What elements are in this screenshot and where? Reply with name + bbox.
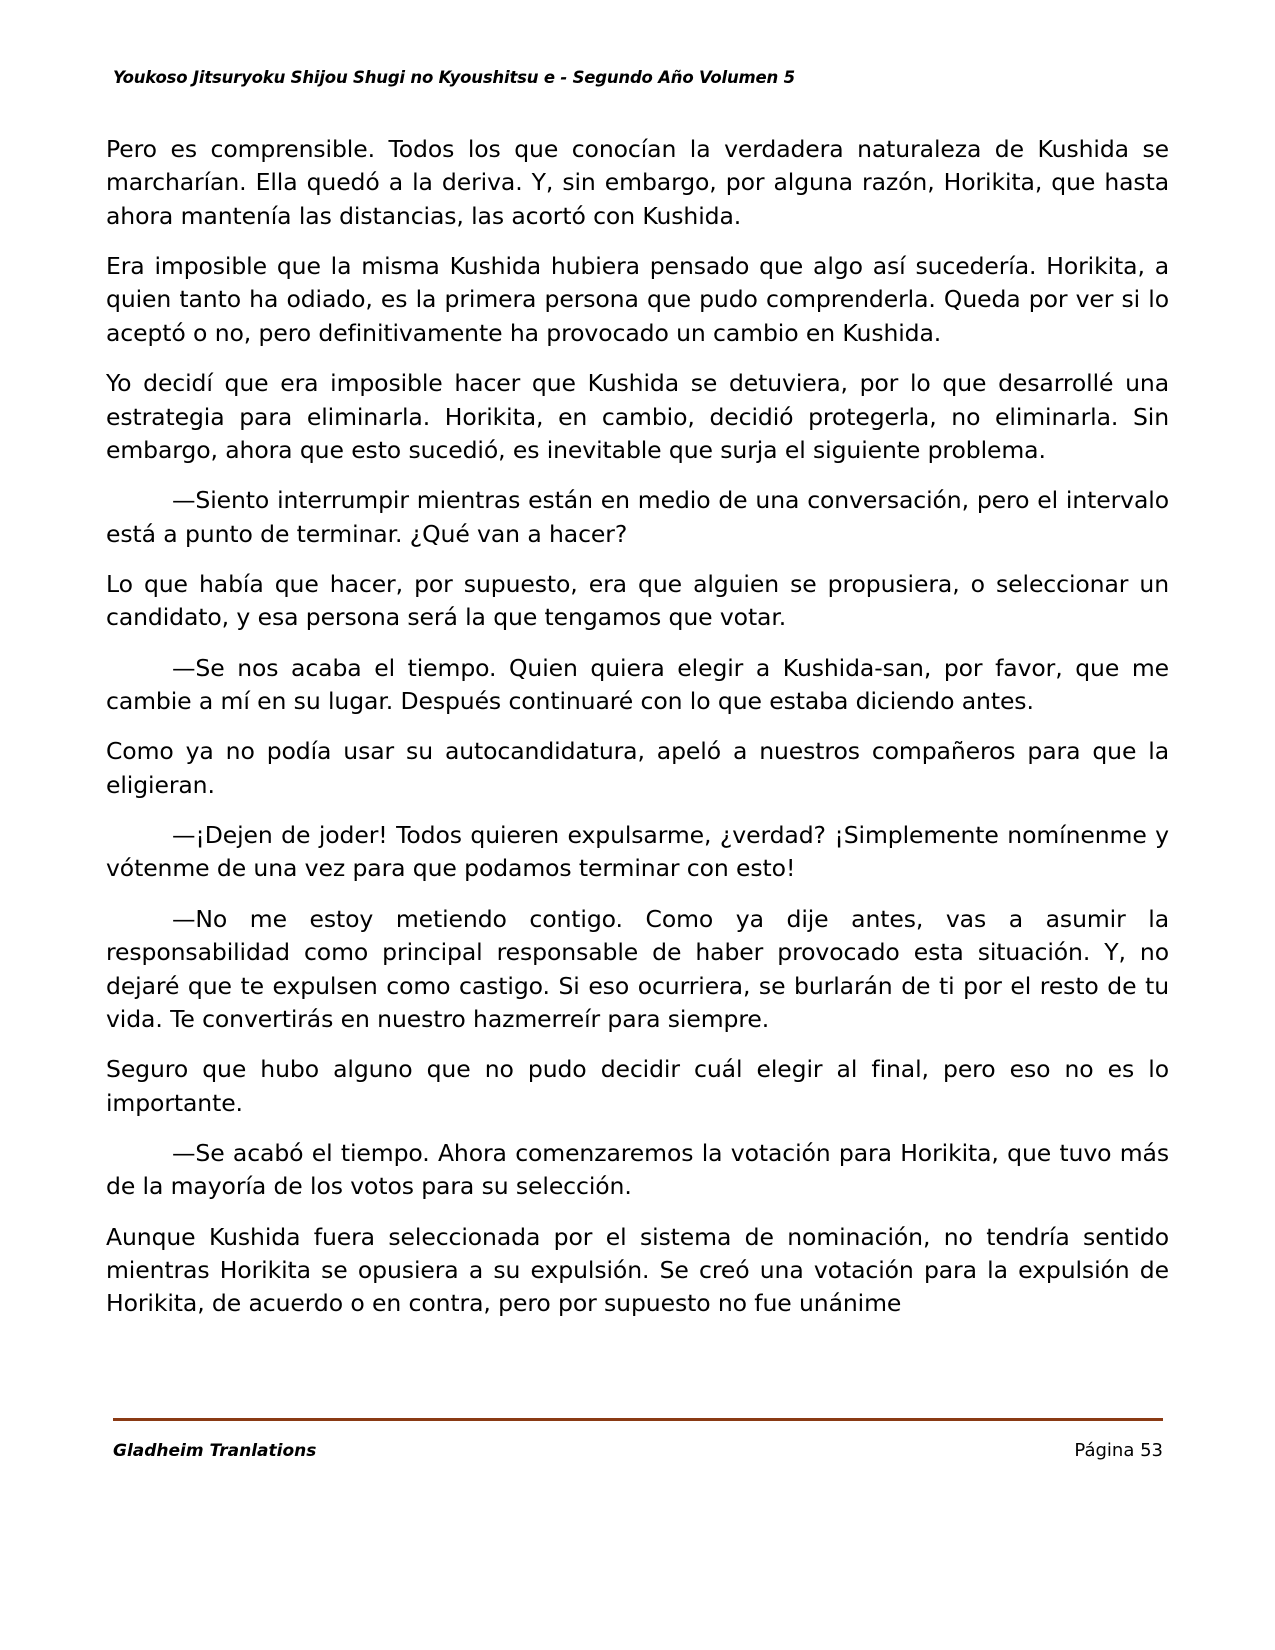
page-body (106, 133, 1169, 1338)
footer-credit: Gladheim Tranlations (113, 1441, 317, 1461)
paragraph: Seguro que hubo alguno que no pudo decidir cuál elegir al final, pero eso no es lo importante. (106, 1055, 1169, 1117)
paragraph: Lo que había que hacer, por supuesto, era que alguien se propusiera, o seleccionar un candidato, y esa persona será la que tengamos que votar. (106, 569, 1169, 632)
paragraph: —No me estoy metiendo contigo. Como ya dije antes, vas a asumir la responsabilidad como principal responsable de haber provocado esta situación. Y, no dejaré que te expulsen como castigo. Si eso ocurriera, se burlarán de ti por el resto de tu vida. Te convertirás en nuestro hazmerreír para siempre. (106, 904, 1169, 1033)
paragraph: —Siento interrumpir mientras están en medio de una conversación, pero el intervalo está a punto de terminar. ¿Qué van a hacer? (106, 486, 1169, 548)
paragraph: Yo decidí que era imposible hacer que Kushida se detuviera, por lo que desarrollé una estrategia para eliminarla. Horikita, en cambio, decidió protegerla, no eliminarla. Sin embargo, ahora que esto sucedió, es inevitable que surja el siguiente problema. (106, 369, 1169, 464)
paragraph: Aunque Kushida fuera seleccionada por el sistema de nominación, no tendría sentido mientras Horikita se opusiera a su expulsión. Se creó una votación para la expulsión de Horikita, de acuerdo o en contra, pero por supuesto no fue unánime (106, 1222, 1169, 1318)
page-number: Página 53 (1074, 1440, 1163, 1461)
paragraph: Pero es comprensible. Todos los que conocían la verdadera naturaleza de Kushida se marcharían. Ella quedó a la deriva. Y, sin embargo, por alguna razón, Horikita, que hasta ahora mantenía las distancias, las acortó con Kushida. (106, 135, 1169, 230)
footer-divider (113, 1418, 1163, 1421)
page-header: Youkoso Jitsuryoku Shijou Shugi no Kyoushitsu e - Segundo Año Volumen 5 (113, 68, 795, 87)
paragraph: —Se nos acaba el tiempo. Quien quiera elegir a Kushida-san, por favor, que me cambie a mí en su lugar. Después continuaré con lo que estaba diciendo antes. (106, 653, 1169, 716)
paragraph: —Se acabó el tiempo. Ahora comenzaremos la votación para Horikita, que tuvo más de la mayoría de los votos para su selección. (106, 1138, 1169, 1201)
paragraph: Era imposible que la misma Kushida hubiera pensado que algo así sucedería. Horikita, a quien tanto ha odiado, es la primera persona que pudo comprenderla. Queda por ver si lo aceptó o no, pero definitivamente ha provocado un cambio en Kushida. (106, 252, 1169, 347)
page-footer (113, 1440, 1163, 1461)
paragraph: —¡Dejen de joder! Todos quieren expulsarme, ¿verdad? ¡Simplemente nomínenme y vótenme de una vez para que podamos terminar con esto! (106, 821, 1169, 883)
paragraph: Como ya no podía usar su autocandidatura, apeló a nuestros compañeros para que la eligieran. (106, 737, 1169, 799)
